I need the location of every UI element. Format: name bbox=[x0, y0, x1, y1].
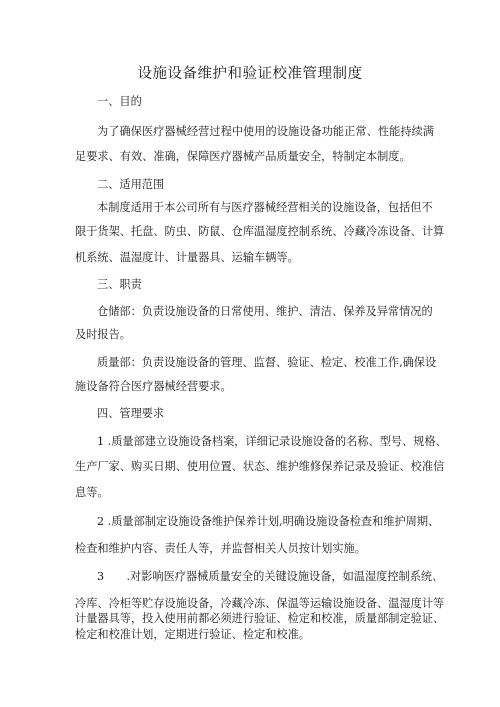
paragraph-line: 限于货架、托盘、防虫、防鼠、仓库温湿度控制系统、冷藏冷冻设备、计算 bbox=[75, 225, 445, 238]
document-title: 设施设备维护和验证校准管理制度 bbox=[137, 66, 363, 82]
section-heading-management: 四、管理要求 bbox=[97, 407, 165, 420]
paragraph-line: 生产厂家、购买日期、使用位置、状态、维护维修保养记录及验证、校准信 bbox=[75, 460, 445, 473]
section-heading-responsibilities: 三、职责 bbox=[97, 278, 142, 291]
paragraph-line: 机系统、温湿度计、计量器具、运输车辆等。 bbox=[75, 251, 299, 264]
paragraph-line: 检查和维护内容、责任人等，并监督相关人员按计划实施。 bbox=[75, 542, 366, 555]
paragraph-line: 施设备符合医疗器械经营要求。 bbox=[75, 380, 232, 393]
section-heading-scope: 二、适用范围 bbox=[97, 178, 165, 191]
paragraph-line: 质量部：负责设施设备的管理、监督、验证、检定、校准工作,确保设 bbox=[97, 356, 437, 369]
paragraph-line: 计量器具等，投入使用前都必须进行验证、检定和校准，质量部制定验证、 bbox=[75, 612, 445, 625]
paragraph-line: 足要求、有效、准确，保障医疗器械产品质量安全，特制定本制度。 bbox=[75, 150, 411, 163]
paragraph-line: 仓储部：负责设施设备的日常使用、维护、清洁、保养及异常情况的 bbox=[97, 305, 433, 318]
paragraph-line: 检定和校准计划，定期进行验证、检定和校准。 bbox=[75, 628, 310, 641]
paragraph-line: 3 .对影响医疗器械质量安全的关键设施设备，如温湿度控制系统、 bbox=[97, 570, 444, 583]
paragraph-line: 及时报告。 bbox=[75, 328, 131, 341]
paragraph-line: 为了确保医疗器械经营过程中使用的设施设备功能正常、性能持续满 bbox=[97, 125, 434, 138]
paragraph-line: 冷库、冷柜等贮存设施设备，冷藏冷冻、保温等运输设施设备、温湿度计等 bbox=[75, 597, 445, 610]
paragraph-line: 本制度适用于本公司所有与医疗器械经营相关的设施设备，包括但不 bbox=[97, 201, 433, 214]
paragraph-line: 2 .质量部制定设施设备维护保养计划,明确设施设备检查和维护周期、 bbox=[97, 515, 440, 528]
paragraph-line: 息等。 bbox=[75, 486, 109, 499]
paragraph-line: 1 .质量部建立设施设备档案，详细记录设施设备的名称、型号、规格、 bbox=[97, 435, 447, 448]
section-heading-purpose: 一、目的 bbox=[97, 95, 142, 108]
